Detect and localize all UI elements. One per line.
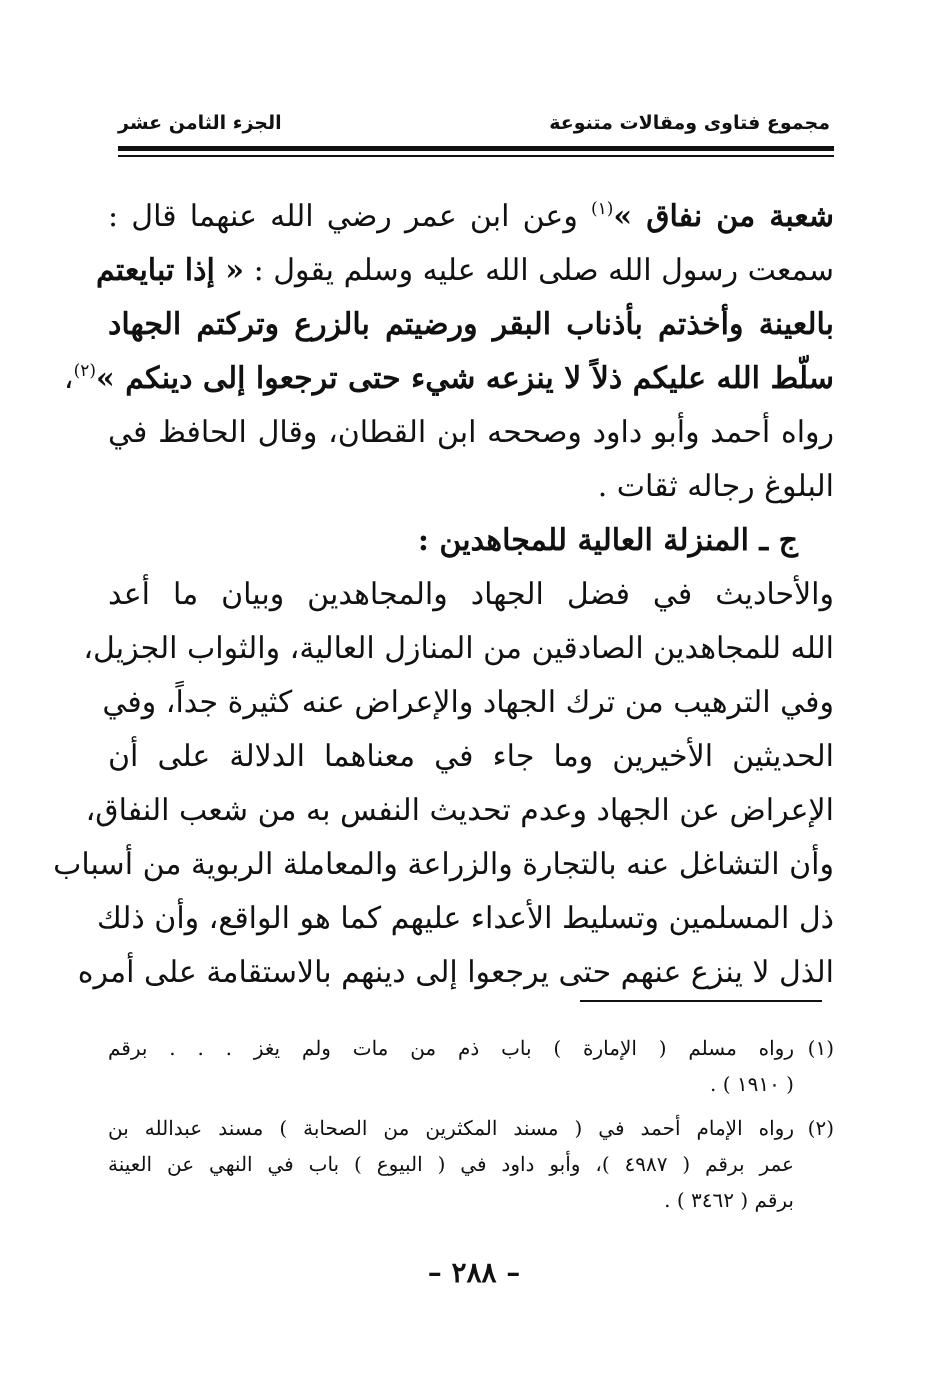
text-line: والأحاديث في فضل الجهاد والمجاهدين وبيان ما أعد bbox=[108, 577, 834, 612]
footnote-text bbox=[108, 1030, 794, 1102]
footnote-number: (٢) bbox=[807, 1116, 834, 1140]
section-heading: ج ـ المنزلة العالية للمجاهدين : bbox=[417, 523, 798, 558]
footnote-line: ( ١٩١٠ ) . bbox=[709, 1072, 794, 1096]
footnote-text bbox=[108, 1110, 794, 1218]
bold-segment: شعبة من نفاق » bbox=[613, 199, 834, 234]
plain-segment: وعن ابن عمر رضي الله عنهما قال : bbox=[108, 199, 591, 234]
footnote-separator bbox=[580, 1000, 822, 1002]
footnotes bbox=[108, 1030, 834, 1226]
footnote-line: برقم ( ٣٤٦٢ ) . bbox=[664, 1188, 794, 1212]
header-rule-thick bbox=[118, 146, 834, 151]
footnote-ref: (٢) bbox=[73, 361, 96, 381]
paragraph-block bbox=[53, 568, 834, 1000]
footnote-line: رواه الإمام أحمد في ( مسند المكثرين من الصحابة ) مسند عبدالله بن bbox=[108, 1116, 794, 1140]
text-line: وفي الترهيب من ترك الجهاد والإعراض عنه كثيرة جداً، وفي bbox=[102, 685, 834, 720]
main-text bbox=[53, 190, 834, 1000]
running-header bbox=[118, 112, 830, 142]
plain-segment: رواه أحمد وأبو داود وصححه ابن القطان، وقال الحافظ في bbox=[108, 415, 834, 450]
page-number: – ٢٨٨ – bbox=[427, 1256, 521, 1289]
footnote-number: (١) bbox=[807, 1036, 834, 1060]
plain-segment: سمعت رسول الله صلى الله عليه وسلم يقول : bbox=[244, 253, 834, 288]
footnote bbox=[108, 1110, 834, 1218]
footnote-line: عمر برقم ( ٤٩٨٧ )، وأبو داود في ( البيوع ) باب في النهي عن العينة bbox=[108, 1152, 794, 1176]
footnote-ref: (١) bbox=[591, 199, 614, 219]
text-line bbox=[108, 190, 834, 244]
plain-segment: البلوغ رجاله ثقات . bbox=[597, 469, 834, 504]
text-line bbox=[108, 298, 834, 352]
text-line bbox=[108, 406, 834, 460]
header-rule-thin bbox=[118, 155, 834, 157]
text-line bbox=[63, 352, 834, 406]
book-title: مجموع فتاوى ومقالات متنوعة bbox=[549, 112, 830, 134]
plain-segment: ، bbox=[63, 361, 74, 396]
text-line bbox=[95, 244, 834, 298]
footnote-line: رواه مسلم ( الإمارة ) باب ذم من مات ولم يغز . . . برقم bbox=[108, 1036, 794, 1060]
bold-segment: سلّط الله عليكم ذلاً لا ينزعه شيء حتى ترجعوا إلى دينكم » bbox=[96, 361, 834, 396]
bold-segment: « إذا تبايعتم bbox=[95, 253, 245, 288]
text-line: الحديثين الأخيرين وما جاء في معناهما الدلالة على أن bbox=[108, 739, 834, 774]
bold-segment: بالعينة وأخذتم بأذناب البقر ورضيتم بالزرع وتركتم الجهاد bbox=[108, 307, 834, 342]
intro-block bbox=[63, 190, 834, 514]
volume-title: الجزء الثامن عشر bbox=[118, 112, 282, 134]
text-line: الذل لا ينزع عنهم حتى يرجعوا إلى دينهم بالاستقامة على أمره bbox=[77, 955, 834, 990]
text-line: الإعراض عن الجهاد وعدم تحديث النفس به من شعب النفاق، bbox=[85, 793, 834, 828]
text-line bbox=[108, 460, 834, 514]
footnote bbox=[108, 1030, 834, 1102]
text-line: ذل المسلمين وتسليط الأعداء عليهم كما هو الواقع، وأن ذلك bbox=[96, 901, 834, 936]
text-line: الله للمجاهدين الصادقين من المنازل العالية، والثواب الجزيل، bbox=[83, 631, 834, 666]
text-line: وأن التشاغل عنه بالتجارة والزراعة والمعاملة الربوية من أسباب bbox=[53, 847, 834, 882]
